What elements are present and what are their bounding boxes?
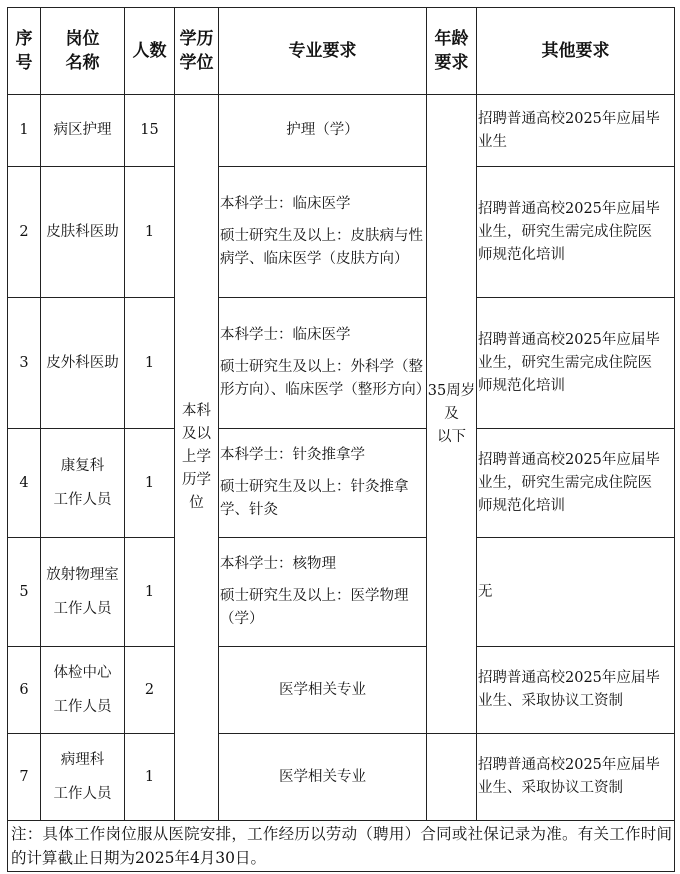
age-requirement: 35周岁 及 以下 xyxy=(427,95,477,734)
row-count: 15 xyxy=(125,95,175,167)
row-position: 病区护理 xyxy=(41,95,125,167)
row-position: 皮外科医助 xyxy=(41,298,125,429)
row-position: 体检中心 工作人员 xyxy=(41,647,125,734)
row-count: 1 xyxy=(125,538,175,647)
header-education: 学历 学位 xyxy=(175,8,219,95)
header-other: 其他要求 xyxy=(477,8,675,95)
row-other: 招聘普通高校2025年应届毕 业生、采取协议工资制 xyxy=(477,734,675,821)
row-major: 本科学士：核物理 硕士研究生及以上：医学物理（学） xyxy=(219,538,427,647)
row-other: 招聘普通高校2025年应届毕 业生，研究生需完成住院医 师规范化培训 xyxy=(477,298,675,429)
row-count: 1 xyxy=(125,734,175,821)
row-count: 1 xyxy=(125,167,175,298)
row-seq: 7 xyxy=(8,734,41,821)
row-major: 医学相关专业 xyxy=(219,647,427,734)
row-major: 本科学士：针灸推拿学 硕士研究生及以上：针灸推拿学、针灸 xyxy=(219,429,427,538)
header-position: 岗位 名称 xyxy=(41,8,125,95)
row-major: 护理（学） xyxy=(219,95,427,167)
header-age: 年龄 要求 xyxy=(427,8,477,95)
row-other: 招聘普通高校2025年应届毕 业生、采取协议工资制 xyxy=(477,647,675,734)
table-row xyxy=(8,167,675,298)
row-position: 病理科 工作人员 xyxy=(41,734,125,821)
row-position: 皮肤科医助 xyxy=(41,167,125,298)
header-count: 人数 xyxy=(125,8,175,95)
table-row xyxy=(8,429,675,538)
row-count: 1 xyxy=(125,298,175,429)
row-seq: 4 xyxy=(8,429,41,538)
row-seq: 5 xyxy=(8,538,41,647)
note-row xyxy=(8,821,675,872)
age-empty-cell xyxy=(427,734,477,821)
row-other: 招聘普通高校2025年应届毕 业生，研究生需完成住院医 师规范化培训 xyxy=(477,167,675,298)
row-major: 医学相关专业 xyxy=(219,734,427,821)
table-row xyxy=(8,734,675,821)
row-seq: 3 xyxy=(8,298,41,429)
row-count: 2 xyxy=(125,647,175,734)
table-row xyxy=(8,538,675,647)
row-other: 招聘普通高校2025年应届毕 业生 xyxy=(477,95,675,167)
row-count: 1 xyxy=(125,429,175,538)
table-row xyxy=(8,95,675,167)
header-seq: 序 号 xyxy=(8,8,41,95)
education-requirement: 本科 及以 上学 历学 位 xyxy=(175,95,219,821)
row-other: 招聘普通高校2025年应届毕 业生，研究生需完成住院医 师规范化培训 xyxy=(477,429,675,538)
table-note: 注：具体工作岗位服从医院安排，工作经历以劳动（聘用）合同或社保记录为准。有关工作时间的计算截止日期为2025年4月30日。 xyxy=(8,821,675,872)
row-seq: 1 xyxy=(8,95,41,167)
row-position: 康复科 工作人员 xyxy=(41,429,125,538)
table-row xyxy=(8,647,675,734)
header-major: 专业要求 xyxy=(219,8,427,95)
row-other: 无 xyxy=(477,538,675,647)
row-major: 本科学士：临床医学 硕士研究生及以上：皮肤病与性病学、临床医学（皮肤方向） xyxy=(219,167,427,298)
row-seq: 2 xyxy=(8,167,41,298)
row-major: 本科学士：临床医学 硕士研究生及以上：外科学（整形方向）、临床医学（整形方向） xyxy=(219,298,427,429)
row-seq: 6 xyxy=(8,647,41,734)
table-row xyxy=(8,298,675,429)
header-row xyxy=(8,8,675,95)
row-position: 放射物理室 工作人员 xyxy=(41,538,125,647)
recruitment-table xyxy=(7,7,675,872)
